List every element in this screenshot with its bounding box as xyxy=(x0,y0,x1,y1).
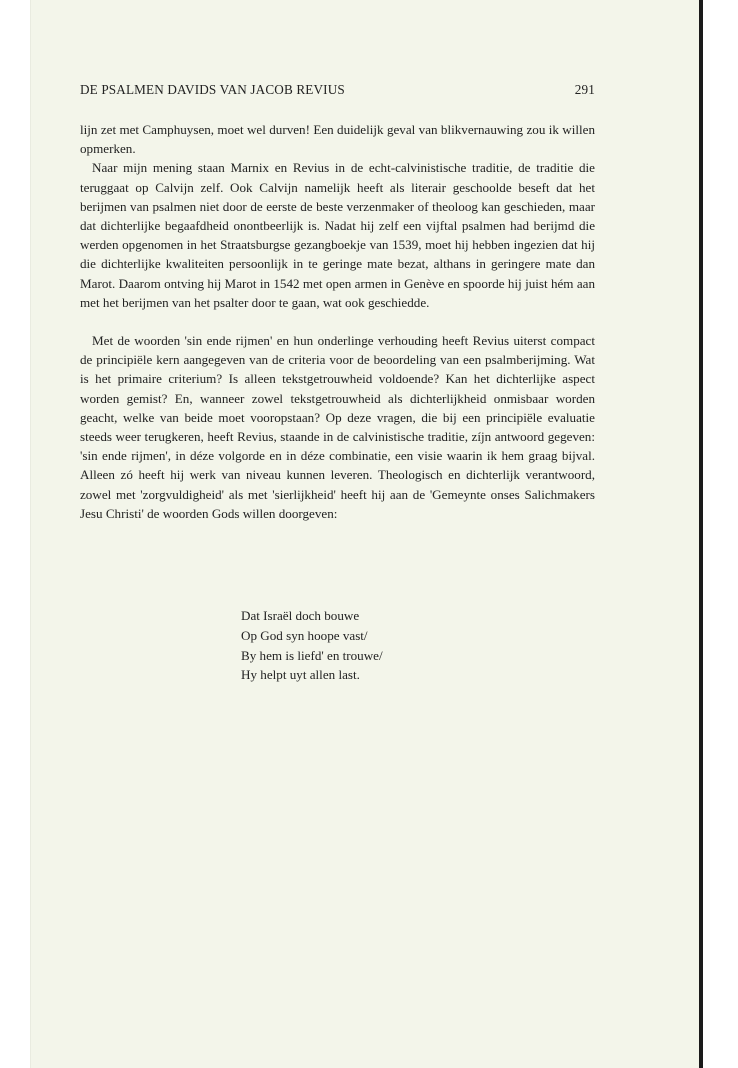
poem-line: Dat Israël doch bouwe xyxy=(241,608,360,623)
body-text xyxy=(80,120,595,523)
poem-line: Op God syn hoope vast/ xyxy=(241,627,368,643)
page-number: 291 xyxy=(574,82,595,97)
paragraph-sin-ende-rijmen: Met de woorden 'sin ende rijmen' en hun onderlinge verhouding heeft Revius uiterst compact de principiële kern aangegeven van de criteria voor de beoordeling van een psalmberijming. Wat is het primaire criterium? Is alleen tekstgetrouwheid voldoende? Kan het dichterlijke aspect worden gemist? En, wanneer zowel tekstgetrouwheid als dichterlijkheid onmisbaar worden geacht, welke van beide moet vooropstaan? Op deze vragen, die bij een principiële evaluatie steeds weer terugkeren, heeft Revius, staande in de calvinistische traditie, zíjn antwoord gegeven: 'sin ende rijmen', in déze volgorde en in déze combinatie, een visie waarin ik hem graag bijval. Alleen zó heeft hij werk van niveau kunnen leveren. Theologisch en dichterlijk verantwoord, zowel met 'zorgvuldigheid' als met 'sierlijkheid' heeft hij aan de 'Gemeynte onses Salichmakers Jesu Christi' de woorden Gods willen doorgeven: xyxy=(80,333,595,521)
page-right-edge xyxy=(699,0,703,1068)
paragraph-gap xyxy=(80,312,595,331)
poem-line: Hy helpt uyt allen last. xyxy=(241,667,360,683)
poem-quote xyxy=(241,606,383,685)
running-title: DE PSALMEN DAVIDS VAN JACOB REVIUS xyxy=(80,82,345,97)
paragraph-calvinist-tradition: Naar mijn mening staan Marnix en Revius in de echt-calvinistische traditie, de traditie die teruggaat op Calvijn zelf. Ook Calvijn namelijk heeft als literair geschoolde beseft dat het berijmen van psalmen niet door de eerste de beste verzenmaker of theoloog kan geschieden, maar dat dichterlijke begaafdheid onontbeerlijk is. Nadat hij zelf een vijftal psalmen had berijmd die werden opgenomen in het Straatsburgse gezangboekje van 1539, moet hij hebben ingezien dat hij die dichterlijke kwaliteiten persoonlijk in te geringe mate bezat, althans in geringere mate dan Marot. Daarom ontving hij Marot in 1542 met open armen in Genève en spoorde hij juist hém aan met het berijmen van het psalter door te gaan, wat ook geschiedde. xyxy=(80,160,595,310)
poem-line: By hem is liefd' en trouwe/ xyxy=(241,647,383,663)
running-header xyxy=(80,82,595,98)
paragraph-continued: lijn zet met Camphuysen, moet wel durven! Een duidelijk geval van blikvernauwing zou ik willen opmerken. xyxy=(80,122,595,157)
page-left-edge xyxy=(30,0,31,1068)
